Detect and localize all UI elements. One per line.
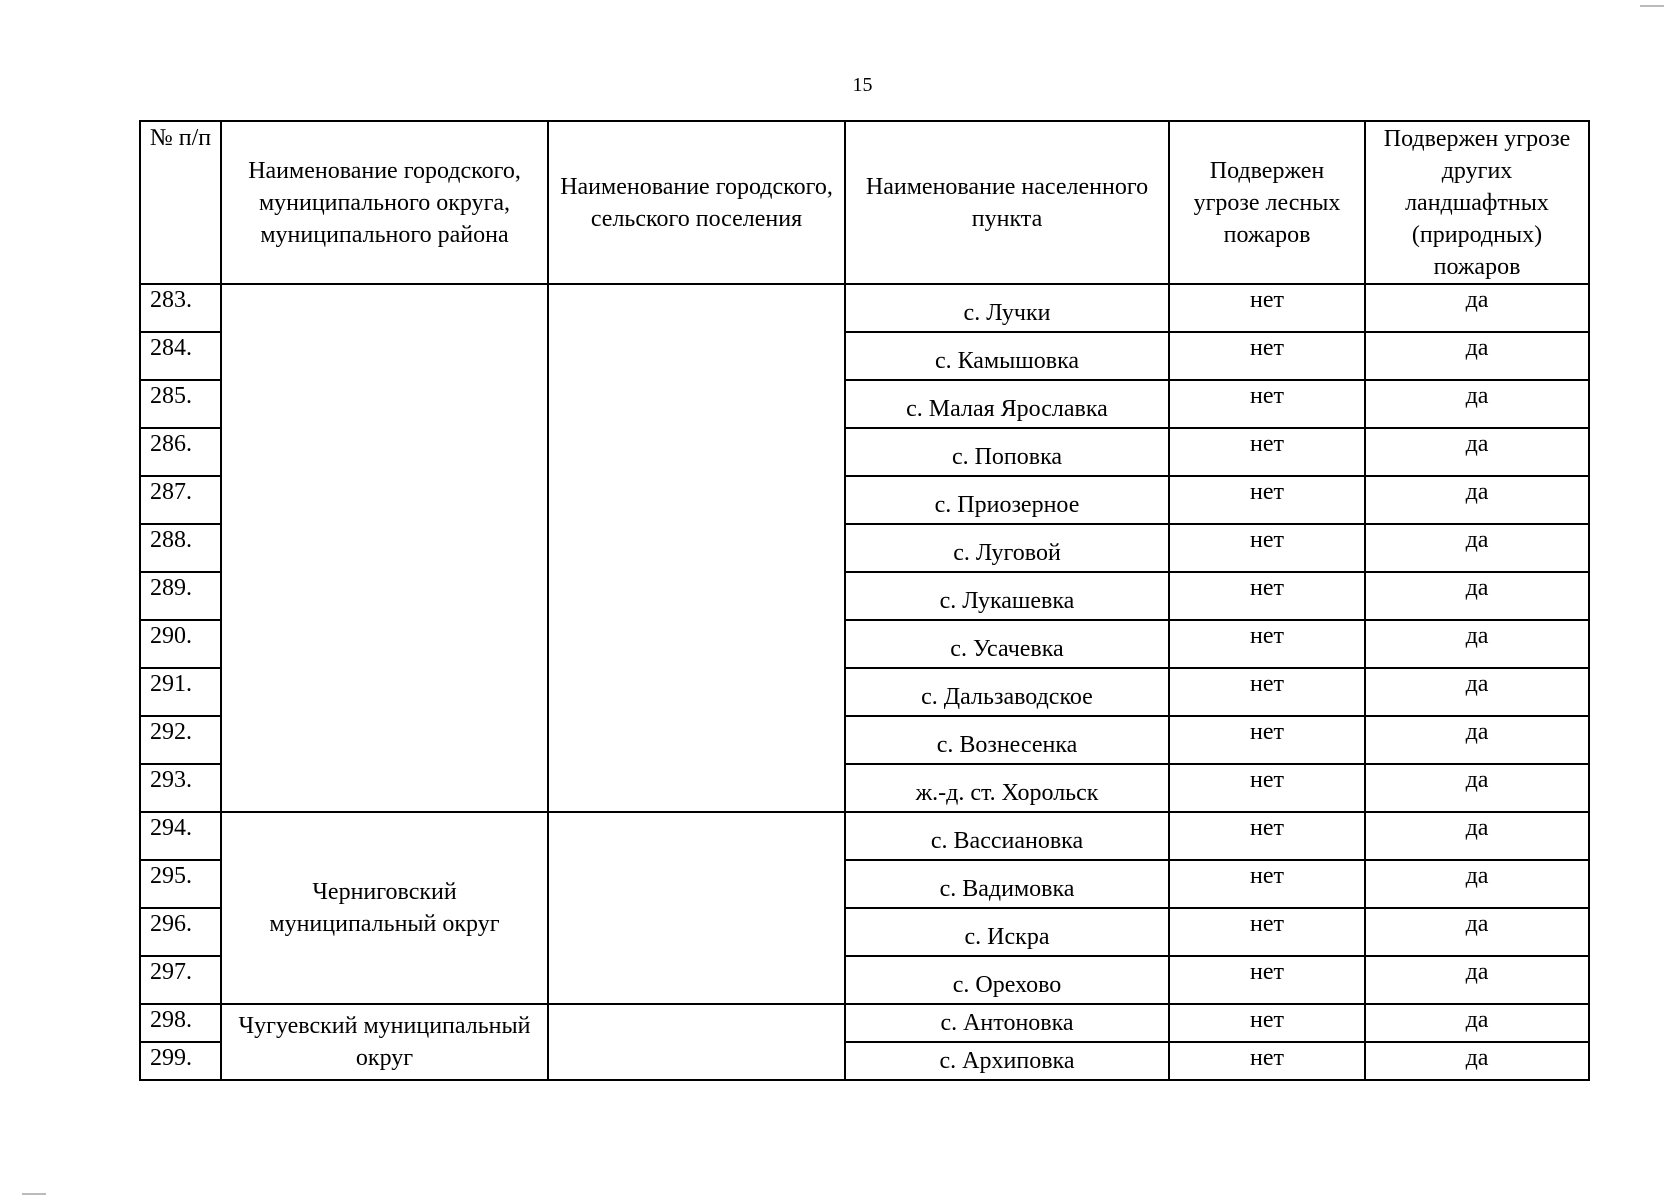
other-fire-cell: да — [1365, 812, 1589, 860]
locality-cell: с. Лучки — [845, 284, 1169, 332]
other-fire-cell: да — [1365, 668, 1589, 716]
forest-fire-cell: нет — [1169, 812, 1365, 860]
header-district: Наименование городского, муниципального округа, муниципального района — [221, 121, 548, 284]
other-fire-cell: да — [1365, 1042, 1589, 1080]
other-fire-cell: да — [1365, 956, 1589, 1004]
scan-corner-mark — [1640, 5, 1664, 7]
row-number: 292. — [140, 716, 221, 764]
row-number: 290. — [140, 620, 221, 668]
header-locality: Наименование населенного пункта — [845, 121, 1169, 284]
table-row — [140, 1004, 1589, 1042]
row-number: 288. — [140, 524, 221, 572]
other-fire-cell: да — [1365, 716, 1589, 764]
table-body — [140, 284, 1589, 1080]
locality-cell: с. Вознесенка — [845, 716, 1169, 764]
row-number: 296. — [140, 908, 221, 956]
table-row — [140, 812, 1589, 860]
locality-cell: с. Луговой — [845, 524, 1169, 572]
other-fire-cell: да — [1365, 572, 1589, 620]
forest-fire-cell: нет — [1169, 764, 1365, 812]
other-fire-cell: да — [1365, 284, 1589, 332]
row-number: 294. — [140, 812, 221, 860]
other-fire-cell: да — [1365, 332, 1589, 380]
settlement-cell — [548, 1004, 845, 1080]
row-number: 299. — [140, 1042, 221, 1080]
forest-fire-cell: нет — [1169, 284, 1365, 332]
row-number: 285. — [140, 380, 221, 428]
forest-fire-cell: нет — [1169, 1004, 1365, 1042]
settlement-cell — [548, 812, 845, 1004]
forest-fire-cell: нет — [1169, 668, 1365, 716]
header-settlement: Наименование городского, сельского поселения — [548, 121, 845, 284]
locality-cell: с. Усачевка — [845, 620, 1169, 668]
forest-fire-cell: нет — [1169, 380, 1365, 428]
locality-cell: с. Камышовка — [845, 332, 1169, 380]
other-fire-cell: да — [1365, 428, 1589, 476]
locality-cell: с. Антоновка — [845, 1004, 1169, 1042]
forest-fire-cell: нет — [1169, 1042, 1365, 1080]
other-fire-cell: да — [1365, 476, 1589, 524]
locality-cell: с. Вадимовка — [845, 860, 1169, 908]
district-cell: Черниговский муниципальный округ — [221, 812, 548, 1004]
row-number: 298. — [140, 1004, 221, 1042]
forest-fire-cell: нет — [1169, 332, 1365, 380]
locality-cell: с. Архиповка — [845, 1042, 1169, 1080]
row-number: 293. — [140, 764, 221, 812]
locality-cell: с. Искра — [845, 908, 1169, 956]
row-number: 283. — [140, 284, 221, 332]
forest-fire-cell: нет — [1169, 956, 1365, 1004]
forest-fire-cell: нет — [1169, 620, 1365, 668]
forest-fire-cell: нет — [1169, 476, 1365, 524]
other-fire-cell: да — [1365, 908, 1589, 956]
district-cell — [221, 284, 548, 812]
locality-cell: с. Лукашевка — [845, 572, 1169, 620]
header-other-fire: Подвержен угрозе других ландшафтных (природных) пожаров — [1365, 121, 1589, 284]
settlements-fire-risk-table — [139, 120, 1590, 1081]
header-forest-fire: Подвержен угрозе лесных пожаров — [1169, 121, 1365, 284]
locality-cell: с. Приозерное — [845, 476, 1169, 524]
other-fire-cell: да — [1365, 1004, 1589, 1042]
other-fire-cell: да — [1365, 860, 1589, 908]
row-number: 289. — [140, 572, 221, 620]
locality-cell: ж.-д. ст. Хорольск — [845, 764, 1169, 812]
row-number: 295. — [140, 860, 221, 908]
other-fire-cell: да — [1365, 620, 1589, 668]
district-cell: Чугуевский муниципальный округ — [221, 1004, 548, 1080]
header-num: № п/п — [140, 121, 221, 284]
page-number: 15 — [852, 74, 873, 96]
table-header — [140, 121, 1589, 284]
other-fire-cell: да — [1365, 764, 1589, 812]
locality-cell: с. Вассиановка — [845, 812, 1169, 860]
other-fire-cell: да — [1365, 380, 1589, 428]
row-number: 284. — [140, 332, 221, 380]
forest-fire-cell: нет — [1169, 860, 1365, 908]
other-fire-cell: да — [1365, 524, 1589, 572]
forest-fire-cell: нет — [1169, 524, 1365, 572]
row-number: 291. — [140, 668, 221, 716]
forest-fire-cell: нет — [1169, 908, 1365, 956]
settlement-cell — [548, 284, 845, 812]
scan-corner-mark — [22, 1193, 46, 1195]
forest-fire-cell: нет — [1169, 572, 1365, 620]
forest-fire-cell: нет — [1169, 428, 1365, 476]
locality-cell: с. Поповка — [845, 428, 1169, 476]
row-number: 297. — [140, 956, 221, 1004]
locality-cell: с. Орехово — [845, 956, 1169, 1004]
row-number: 286. — [140, 428, 221, 476]
header-row — [140, 121, 1589, 284]
table-row — [140, 284, 1589, 332]
forest-fire-cell: нет — [1169, 716, 1365, 764]
row-number: 287. — [140, 476, 221, 524]
locality-cell: с. Малая Ярославка — [845, 380, 1169, 428]
locality-cell: с. Дальзаводское — [845, 668, 1169, 716]
